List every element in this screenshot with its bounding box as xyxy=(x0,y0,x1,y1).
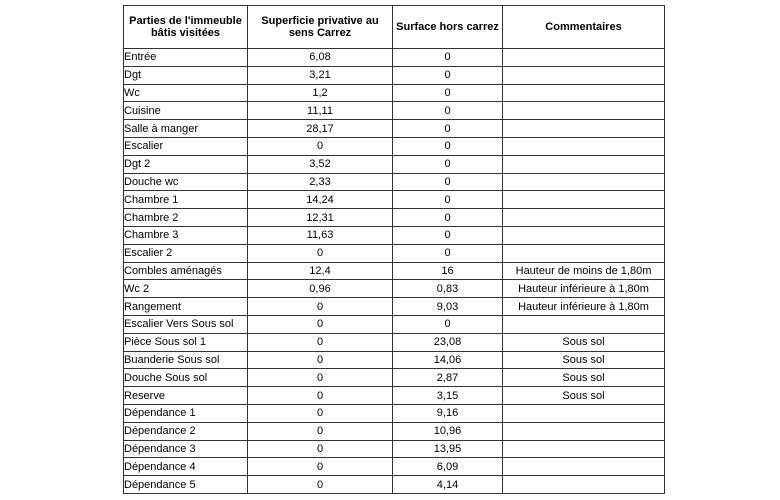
cell-carrez: 0,96 xyxy=(248,280,393,298)
cell-part: Entrée xyxy=(124,49,248,67)
cell-commentaire: Sous sol xyxy=(503,369,665,387)
table-row xyxy=(124,280,665,298)
cell-part: Dépendance 4 xyxy=(124,458,248,476)
table-row xyxy=(124,440,665,458)
cell-commentaire xyxy=(503,173,665,191)
table-row xyxy=(124,458,665,476)
cell-carrez: 0 xyxy=(248,476,393,494)
cell-hors-carrez: 0 xyxy=(393,191,503,209)
cell-part: Dgt xyxy=(124,66,248,84)
cell-hors-carrez: 2,87 xyxy=(393,369,503,387)
cell-commentaire xyxy=(503,476,665,494)
cell-hors-carrez: 10,96 xyxy=(393,422,503,440)
cell-hors-carrez: 0 xyxy=(393,315,503,333)
header-hors-carrez: Surface hors carrez xyxy=(393,6,503,49)
cell-commentaire: Sous sol xyxy=(503,333,665,351)
cell-commentaire: Hauteur inférieure à 1,80m xyxy=(503,280,665,298)
cell-hors-carrez: 0 xyxy=(393,244,503,262)
cell-part: Chambre 2 xyxy=(124,209,248,227)
cell-commentaire xyxy=(503,191,665,209)
cell-carrez: 0 xyxy=(248,351,393,369)
table-row xyxy=(124,422,665,440)
cell-hors-carrez: 16 xyxy=(393,262,503,280)
cell-part: Wc xyxy=(124,84,248,102)
cell-part: Salle à manger xyxy=(124,120,248,138)
cell-hors-carrez: 6,09 xyxy=(393,458,503,476)
cell-carrez: 3,52 xyxy=(248,155,393,173)
cell-part: Douche wc xyxy=(124,173,248,191)
table-row xyxy=(124,209,665,227)
cell-commentaire xyxy=(503,209,665,227)
table-row xyxy=(124,476,665,494)
cell-part: Dépendance 5 xyxy=(124,476,248,494)
cell-carrez: 0 xyxy=(248,387,393,405)
cell-commentaire: Hauteur inférieure à 1,80m xyxy=(503,298,665,316)
table-row xyxy=(124,369,665,387)
cell-carrez: 12,4 xyxy=(248,262,393,280)
cell-hors-carrez: 0 xyxy=(393,137,503,155)
table-row xyxy=(124,262,665,280)
header-parties: Parties de l'immeuble bâtis visitées xyxy=(124,6,248,49)
cell-hors-carrez: 0 xyxy=(393,120,503,138)
table-row xyxy=(124,66,665,84)
cell-carrez: 0 xyxy=(248,137,393,155)
table-row xyxy=(124,351,665,369)
cell-carrez: 12,31 xyxy=(248,209,393,227)
cell-commentaire xyxy=(503,440,665,458)
cell-carrez: 0 xyxy=(248,458,393,476)
cell-hors-carrez: 0,83 xyxy=(393,280,503,298)
cell-part: Escalier 2 xyxy=(124,244,248,262)
table-row xyxy=(124,120,665,138)
cell-commentaire xyxy=(503,49,665,67)
table-header-row xyxy=(124,6,665,49)
cell-hors-carrez: 0 xyxy=(393,226,503,244)
cell-part: Douche Sous sol xyxy=(124,369,248,387)
cell-part: Buanderie Sous sol xyxy=(124,351,248,369)
cell-carrez: 11,63 xyxy=(248,226,393,244)
cell-part: Escalier xyxy=(124,137,248,155)
cell-part: Pièce Sous sol 1 xyxy=(124,333,248,351)
cell-commentaire xyxy=(503,244,665,262)
cell-commentaire xyxy=(503,458,665,476)
cell-part: Cuisine xyxy=(124,102,248,120)
table-row xyxy=(124,84,665,102)
cell-hors-carrez: 9,03 xyxy=(393,298,503,316)
surface-table xyxy=(123,5,665,494)
table-row xyxy=(124,155,665,173)
table-row xyxy=(124,49,665,67)
table-row xyxy=(124,191,665,209)
cell-commentaire xyxy=(503,155,665,173)
table-row xyxy=(124,298,665,316)
cell-part: Dépendance 3 xyxy=(124,440,248,458)
cell-carrez: 6,08 xyxy=(248,49,393,67)
cell-carrez: 2,33 xyxy=(248,173,393,191)
cell-commentaire xyxy=(503,102,665,120)
cell-hors-carrez: 0 xyxy=(393,173,503,191)
cell-carrez: 0 xyxy=(248,440,393,458)
cell-part: Reserve xyxy=(124,387,248,405)
cell-hors-carrez: 14,06 xyxy=(393,351,503,369)
cell-hors-carrez: 0 xyxy=(393,102,503,120)
cell-commentaire xyxy=(503,315,665,333)
table-row xyxy=(124,315,665,333)
cell-commentaire: Sous sol xyxy=(503,351,665,369)
cell-hors-carrez: 0 xyxy=(393,209,503,227)
cell-hors-carrez: 4,14 xyxy=(393,476,503,494)
cell-part: Wc 2 xyxy=(124,280,248,298)
cell-commentaire xyxy=(503,422,665,440)
header-carrez: Superficie privative au sens Carrez xyxy=(248,6,393,49)
cell-commentaire xyxy=(503,226,665,244)
header-commentaires: Commentaires xyxy=(503,6,665,49)
table-row xyxy=(124,102,665,120)
cell-commentaire: Sous sol xyxy=(503,387,665,405)
cell-commentaire xyxy=(503,66,665,84)
cell-carrez: 3,21 xyxy=(248,66,393,84)
cell-carrez: 0 xyxy=(248,404,393,422)
cell-commentaire xyxy=(503,84,665,102)
table-body xyxy=(124,49,665,494)
table-row xyxy=(124,244,665,262)
cell-part: Chambre 1 xyxy=(124,191,248,209)
cell-hors-carrez: 0 xyxy=(393,49,503,67)
cell-carrez: 1,2 xyxy=(248,84,393,102)
cell-carrez: 0 xyxy=(248,422,393,440)
cell-hors-carrez: 13,95 xyxy=(393,440,503,458)
cell-hors-carrez: 3,15 xyxy=(393,387,503,405)
table-row xyxy=(124,173,665,191)
cell-part: Dépendance 1 xyxy=(124,404,248,422)
cell-hors-carrez: 23,08 xyxy=(393,333,503,351)
cell-carrez: 0 xyxy=(248,333,393,351)
cell-carrez: 28,17 xyxy=(248,120,393,138)
cell-carrez: 0 xyxy=(248,369,393,387)
cell-hors-carrez: 9,16 xyxy=(393,404,503,422)
table-row xyxy=(124,137,665,155)
cell-part: Chambre 3 xyxy=(124,226,248,244)
cell-commentaire xyxy=(503,120,665,138)
cell-carrez: 11,11 xyxy=(248,102,393,120)
cell-commentaire xyxy=(503,137,665,155)
cell-hors-carrez: 0 xyxy=(393,66,503,84)
cell-commentaire: Hauteur de moins de 1,80m xyxy=(503,262,665,280)
cell-hors-carrez: 0 xyxy=(393,84,503,102)
cell-part: Dépendance 2 xyxy=(124,422,248,440)
cell-hors-carrez: 0 xyxy=(393,155,503,173)
table-row xyxy=(124,333,665,351)
cell-commentaire xyxy=(503,404,665,422)
cell-carrez: 14,24 xyxy=(248,191,393,209)
cell-part: Rangement xyxy=(124,298,248,316)
cell-carrez: 0 xyxy=(248,315,393,333)
cell-part: Combles aménagés xyxy=(124,262,248,280)
table-row xyxy=(124,387,665,405)
cell-part: Escalier Vers Sous sol xyxy=(124,315,248,333)
table-row xyxy=(124,404,665,422)
cell-carrez: 0 xyxy=(248,298,393,316)
table-row xyxy=(124,226,665,244)
cell-part: Dgt 2 xyxy=(124,155,248,173)
cell-carrez: 0 xyxy=(248,244,393,262)
